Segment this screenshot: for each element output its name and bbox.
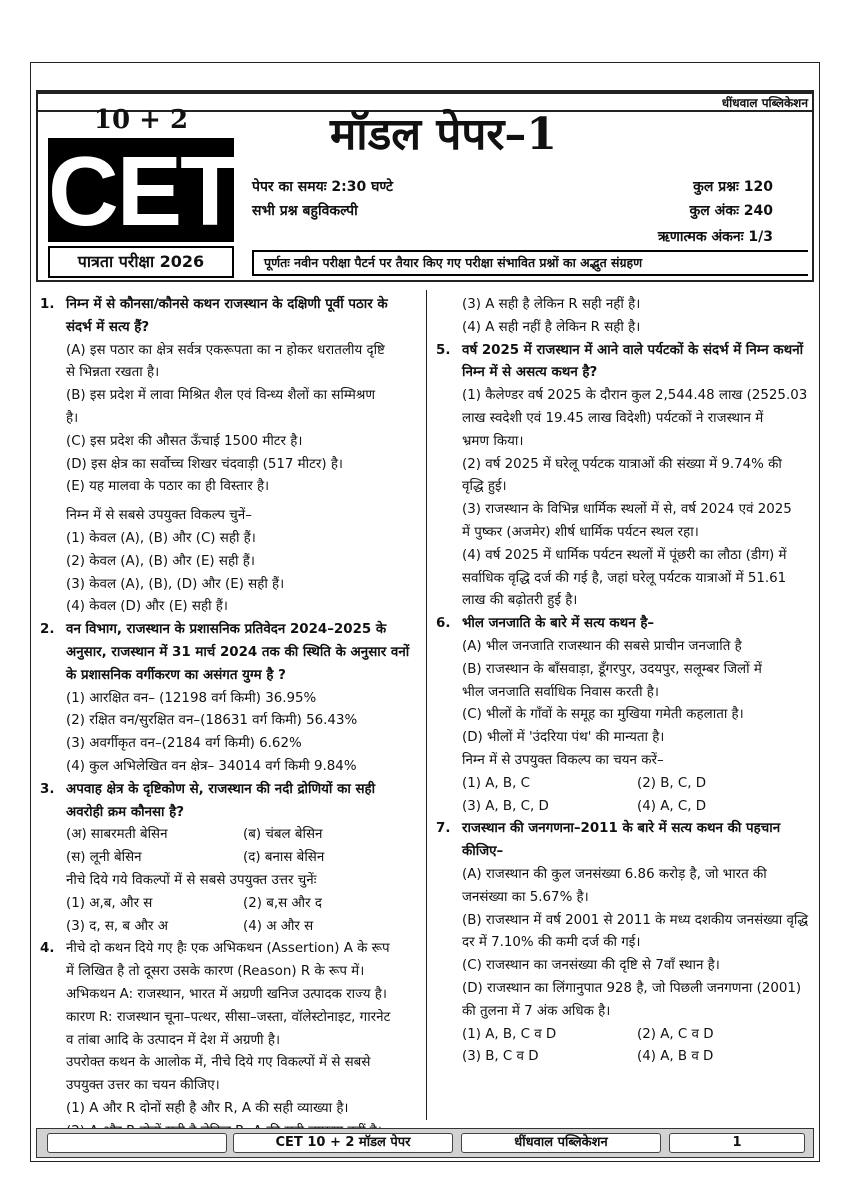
question-2 xyxy=(36,619,420,779)
publisher-name: धींधवाल पब्लिकेशन xyxy=(721,96,808,110)
option: (1) A और R दोनों सही है और R, A की सही व्याख्या है। xyxy=(66,1100,349,1116)
option: (1) अ,ब, और स xyxy=(66,895,153,911)
statement: (C) इस प्रदेश की औसत ऊँचाई 1500 मीटर है। xyxy=(66,433,303,449)
question-number: 1. xyxy=(40,297,55,312)
question-4-continued xyxy=(432,294,812,340)
option: (1) A, B, C xyxy=(462,775,530,791)
instruction: निम्न में से उपयुक्त विकल्प का चयन करें– xyxy=(462,752,664,768)
statement: से भिन्नता रखता है। xyxy=(66,365,160,381)
option: सर्वाधिक वृद्धि दर्ज की गई है, जहां घरेलू पर्यटक यात्राओं में 51.61 xyxy=(462,570,787,586)
total-questions: कुल प्रश्नः 120 xyxy=(693,179,773,195)
total-marks: कुल अंकः 240 xyxy=(689,203,773,219)
instruction: निम्न में से सबसे उपयुक्त विकल्प चुनें– xyxy=(66,508,252,524)
statement: (D) राजस्थान का लिंगानुपात 928 है, जो पिछली जनगणना (2001) xyxy=(462,980,802,996)
option: (4) A सही नहीं है लेकिन R सही है। xyxy=(462,319,641,335)
option: (1) A, B, C व D xyxy=(462,1026,557,1042)
option: लाख स्वदेशी एवं 19.45 लाख विदेशी) पर्यटकों ने राजस्थान में xyxy=(462,410,764,426)
class-label: 10 + 2 xyxy=(93,105,189,135)
footer-blank-cell xyxy=(47,1133,227,1153)
option: (3) B, C व D xyxy=(462,1049,539,1065)
reason: कारण R: राजस्थान चूना–पत्थर, सीसा–जस्ता, वॉलेस्टोनाइट, गारनेट xyxy=(66,1009,391,1025)
question-text: वन विभाग, राजस्थान के प्रशासनिक प्रतिवेदन 2024–2025 के xyxy=(66,622,387,638)
statement: है। xyxy=(66,410,79,426)
exam-label: पात्रता परीक्षा 2026 xyxy=(48,246,234,278)
right-column xyxy=(432,294,812,1069)
question-text: अपवाह क्षेत्र के दृष्टिकोण से, राजस्थान की नदी द्रोणियों का सही xyxy=(66,781,376,797)
question-text: में लिखित है तो दूसरा उसके कारण (Reason) R के रूप में। xyxy=(66,964,365,980)
option: (1) कैलेण्डर वर्ष 2025 के दौरान कुल 2,544.48 लाख (2525.03 xyxy=(462,388,808,404)
footer-paper-name: CET 10 + 2 मॉडल पेपर xyxy=(233,1133,453,1153)
question-number: 4. xyxy=(40,941,55,957)
option: (3) राजस्थान के विभिन्न धार्मिक स्थलों में से, वर्ष 2024 एवं 2025 xyxy=(462,502,792,518)
option: (4) अ और स xyxy=(243,918,314,934)
option: (4) केवल (D) और (E) सही हैं। xyxy=(66,599,228,615)
statement: (ब) चंबल बेसिन xyxy=(243,827,323,843)
question-6 xyxy=(432,613,812,818)
question-number: 5. xyxy=(436,342,451,358)
question-text: राजस्थान की जनगणना–2011 के बारे में सत्य कथन की पहचान xyxy=(462,821,781,837)
statement: (B) राजस्थान के बाँसवाड़ा, डूँगरपुर, उदयपुर, सलूम्बर जिलों में xyxy=(462,661,762,677)
option: (2) ब,स और द xyxy=(243,895,322,911)
question-text: अवरोही क्रम कौनसा है? xyxy=(66,804,185,820)
option: में पुष्कर (अजमेर) शीर्ष धार्मिक पर्यटन स्थल रहा। xyxy=(462,524,699,540)
option: (2) A, C व D xyxy=(637,1026,714,1042)
exam-time: पेपर का समयः 2:30 घण्टे xyxy=(252,179,393,195)
footer-publisher: धींधवाल पब्लिकेशन xyxy=(461,1133,661,1153)
statement: की तुलना में 7 अंक अधिक है। xyxy=(462,1003,611,1019)
question-text: भील जनजाति के बारे में सत्य कथन है– xyxy=(462,616,655,632)
question-text: निम्न में से कौनसा/कौनसे कथन राजस्थान के दक्षिणी पूर्वी पठार के xyxy=(66,297,388,312)
statement: (A) इस पठार का क्षेत्र सर्वत्र एकरूपता का न होकर धरातलीय दृष्टि xyxy=(66,342,385,358)
statement: (C) राजस्थान का जनसंख्या की दृष्टि से 7वाँ स्थान है। xyxy=(462,958,720,974)
exam-type: सभी प्रश्न बहुविकल्पी xyxy=(252,203,358,219)
option: (1) केवल (A), (B) और (C) सही हैं। xyxy=(66,530,256,546)
tagline: पूर्णतः नवीन परीक्षा पैटर्न पर तैयार किए गए परीक्षा संभावित प्रश्नों का अद्भुत संग्रहण xyxy=(252,250,808,276)
option: लाख की बढ़ोतरी हुई है। xyxy=(462,593,578,609)
question-text: निम्न में से असत्य कथन है? xyxy=(462,365,598,381)
instruction: उपयुक्त उत्तर का चयन कीजिए। xyxy=(66,1078,220,1094)
option: (2) केवल (A), (B) और (E) सही हैं। xyxy=(66,553,255,569)
option: (4) A, B व D xyxy=(637,1049,714,1065)
option: (3) अवर्गीकृत वन–(2184 वर्ग किमी) 6.62% xyxy=(66,736,302,752)
column-divider xyxy=(426,290,427,1120)
statement: (द) बनास बेसिन xyxy=(243,850,325,866)
footer-bar xyxy=(36,1128,814,1158)
question-text: संदर्भ में सत्य हैं? xyxy=(66,319,150,335)
question-number: 2. xyxy=(40,622,55,638)
question-text: अनुसार, राजस्थान में 31 मार्च 2024 तक की स्थिति के अनुसार वनों xyxy=(66,644,410,660)
question-text: नीचे दो कथन दिये गए हैः एक अभिकथन (Assertion) A के रूप xyxy=(66,941,390,957)
statement: (D) इस क्षेत्र का सर्वोच्च शिखर चंदवाड़ी (517 मीटर) है। xyxy=(66,456,344,472)
instruction: उपरोक्त कथन के आलोक में, नीचे दिये गए विकल्पों में से सबसे xyxy=(66,1055,371,1071)
statement: (B) राजस्थान में वर्ष 2001 से 2011 के मध्य दशकीय जनसंख्या वृद्धि xyxy=(462,912,809,928)
question-1 xyxy=(36,294,420,619)
question-4 xyxy=(36,938,420,1143)
reason: व तांबा आदि के उत्पादन में देश में अग्रणी है। xyxy=(66,1032,281,1048)
option: (1) आरक्षित वन– (12198 वर्ग किमी) 36.95% xyxy=(66,690,317,706)
option: (3) A, B, C, D xyxy=(462,798,549,814)
question-5 xyxy=(432,340,812,614)
statement: (E) यह मालवा के पठार का ही विस्तार है। xyxy=(66,479,270,495)
option: (2) रक्षित वन/सुरक्षित वन–(18631 वर्ग किमी) 56.43% xyxy=(66,713,358,729)
option: भ्रमण किया। xyxy=(462,433,524,449)
question-number: 3. xyxy=(40,781,55,797)
statement: जनसंख्या का 5.67% है। xyxy=(462,889,589,905)
instruction: नीचे दिये गये विकल्पों में से सबसे उपयुक्त उत्तर चुनेंः xyxy=(66,872,317,888)
assertion: अभिकथन A: राजस्थान, भारत में अग्रणी खनिज उत्पादक राज्य है। xyxy=(66,986,387,1002)
question-text: के प्रशासनिक वर्गीकरण का असंगत युग्म है ? xyxy=(66,667,286,683)
option: (4) A, C, D xyxy=(637,798,707,814)
option: (2) B, C, D xyxy=(637,775,707,791)
statement: (C) भीलों के गाँवों के समूह का मुखिया गमेती कहलाता है। xyxy=(462,707,744,723)
statement: (अ) साबरमती बेसिन xyxy=(66,827,168,843)
statement: दर में 7.10% की कमी दर्ज की गई। xyxy=(462,935,641,951)
question-number: 7. xyxy=(436,821,451,837)
option: (3) द, स, ब और अ xyxy=(66,918,168,934)
statement: (B) इस प्रदेश में लावा मिश्रित शैल एवं विन्ध्य शैलों का सम्मिश्रण xyxy=(66,388,375,404)
option: (2) वर्ष 2025 में घरेलू पर्यटक यात्राओं की संख्या में 9.74% की xyxy=(462,456,782,472)
statement: (स) लूनी बेसिन xyxy=(66,850,142,866)
cet-badge xyxy=(48,104,238,278)
question-number: 6. xyxy=(436,616,451,632)
page-number: 1 xyxy=(669,1133,805,1153)
cet-logo: CET xyxy=(48,136,238,246)
option: वृद्धि हुई। xyxy=(462,479,507,495)
statement: (D) भीलों में 'उंदरिया पंथ' की मान्यता है। xyxy=(462,730,665,746)
question-7 xyxy=(432,818,812,1069)
question-text: वर्ष 2025 में राजस्थान में आने वाले पर्यटकों के संदर्भ में निम्न कथनों xyxy=(462,342,804,358)
negative-marking: ऋणात्मक अंकनः 1/3 xyxy=(657,229,773,245)
left-column xyxy=(36,294,420,1143)
option: (3) केवल (A), (B), (D) और (E) सही हैं। xyxy=(66,576,285,592)
option: (3) A सही है लेकिन R सही नहीं है। xyxy=(462,297,641,312)
paper-title: मॉडल पेपर–1 xyxy=(330,109,557,160)
option: (4) वर्ष 2025 में धार्मिक पर्यटन स्थलों में पूंछरी का लौठा (डीग) में xyxy=(462,547,787,563)
option: (4) कुल अभिलेखित वन क्षेत्र– 34014 वर्ग किमी 9.84% xyxy=(66,758,357,774)
statement: (A) भील जनजाति राजस्थान की सबसे प्राचीन जनजाति है xyxy=(462,638,742,654)
question-3 xyxy=(36,779,420,939)
statement: (A) राजस्थान की कुल जनसंख्या 6.86 करोड़ है, जो भारत की xyxy=(462,866,767,882)
statement: भील जनजाति सर्वाधिक निवास करती है। xyxy=(462,684,659,700)
question-text: कीजिए– xyxy=(462,844,504,860)
